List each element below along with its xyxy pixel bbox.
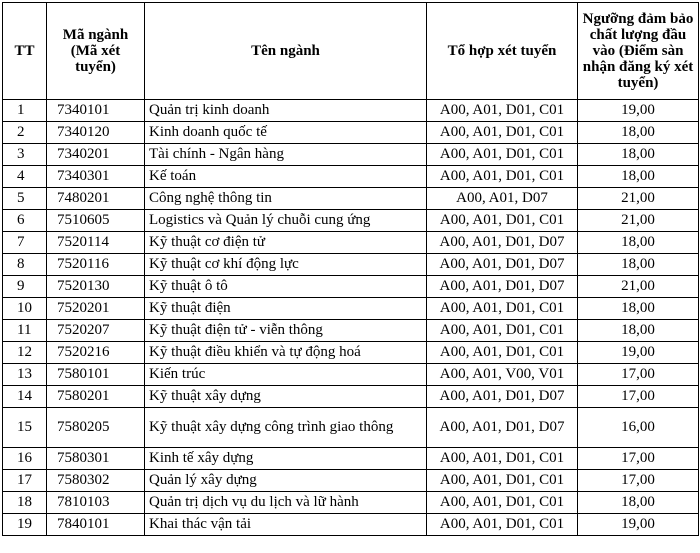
cell-score: 18,00 (578, 166, 699, 188)
cell-code: 7340201 (47, 144, 145, 166)
table-row (3, 364, 699, 386)
cell-name: Quản trị dịch vụ du lịch và lữ hành (145, 492, 427, 514)
cell-tt: 7 (3, 232, 47, 254)
cell-code: 7840101 (47, 514, 145, 536)
cell-tt: 2 (3, 122, 47, 144)
cell-score: 19,00 (578, 514, 699, 536)
table-row (3, 492, 699, 514)
cell-name: Tài chính - Ngân hàng (145, 144, 427, 166)
table-row (3, 342, 699, 364)
cell-combo: A00, A01, D01, C01 (427, 100, 578, 122)
cell-tt: 10 (3, 298, 47, 320)
cell-score: 19,00 (578, 342, 699, 364)
cell-name: Kinh doanh quốc tế (145, 122, 427, 144)
header-code: Mã ngành (Mã xét tuyển) (47, 3, 145, 100)
cell-code: 7580101 (47, 364, 145, 386)
cell-code: 7520216 (47, 342, 145, 364)
cell-score: 17,00 (578, 386, 699, 408)
cell-name: Kỹ thuật ô tô (145, 276, 427, 298)
cell-name: Kỹ thuật cơ khí động lực (145, 254, 427, 276)
cell-name: Kỹ thuật điện tử - viễn thông (145, 320, 427, 342)
table-row (3, 122, 699, 144)
cell-tt: 11 (3, 320, 47, 342)
cell-code: 7580302 (47, 470, 145, 492)
cell-combo: A00, A01, D01, C01 (427, 342, 578, 364)
cell-code: 7340301 (47, 166, 145, 188)
cell-name: Kỹ thuật xây dựng (145, 386, 427, 408)
cell-score: 17,00 (578, 448, 699, 470)
cell-code: 7340101 (47, 100, 145, 122)
cell-name: Khai thác vận tải (145, 514, 427, 536)
cell-code: 7520114 (47, 232, 145, 254)
table-row (3, 166, 699, 188)
cell-score: 18,00 (578, 254, 699, 276)
cell-tt: 12 (3, 342, 47, 364)
cell-name: Kỹ thuật điều khiển và tự động hoá (145, 342, 427, 364)
cell-code: 7520207 (47, 320, 145, 342)
header-combo: Tổ hợp xét tuyển (427, 3, 578, 100)
cell-tt: 9 (3, 276, 47, 298)
cell-score: 21,00 (578, 210, 699, 232)
table-row (3, 386, 699, 408)
table-row (3, 298, 699, 320)
cell-tt: 14 (3, 386, 47, 408)
cell-combo: A00, A01, D01, C01 (427, 514, 578, 536)
cell-combo: A00, A01, D01, C01 (427, 298, 578, 320)
table-row (3, 470, 699, 492)
table-row (3, 210, 699, 232)
cell-combo: A00, A01, D01, D07 (427, 254, 578, 276)
cell-name: Quản lý xây dựng (145, 470, 427, 492)
cell-code: 7520201 (47, 298, 145, 320)
cell-combo: A00, A01, D01, C01 (427, 166, 578, 188)
cell-tt: 18 (3, 492, 47, 514)
cell-combo: A00, A01, V00, V01 (427, 364, 578, 386)
cell-score: 18,00 (578, 320, 699, 342)
cell-name: Kế toán (145, 166, 427, 188)
admission-table (2, 2, 699, 536)
cell-combo: A00, A01, D01, C01 (427, 448, 578, 470)
cell-score: 18,00 (578, 144, 699, 166)
cell-code: 7340120 (47, 122, 145, 144)
cell-score: 18,00 (578, 492, 699, 514)
cell-tt: 16 (3, 448, 47, 470)
cell-tt: 1 (3, 100, 47, 122)
cell-tt: 15 (3, 408, 47, 448)
cell-tt: 19 (3, 514, 47, 536)
header-row (3, 3, 699, 100)
cell-combo: A00, A01, D01, C01 (427, 320, 578, 342)
header-tt: TT (3, 3, 47, 100)
cell-tt: 6 (3, 210, 47, 232)
cell-code: 7520130 (47, 276, 145, 298)
cell-combo: A00, A01, D01, D07 (427, 386, 578, 408)
cell-combo: A00, A01, D07 (427, 188, 578, 210)
cell-combo: A00, A01, D01, C01 (427, 144, 578, 166)
header-name: Tên ngành (145, 3, 427, 100)
header-score: Ngưỡng đảm bảo chất lượng đầu vào (Điểm sàn nhận đăng ký xét tuyển) (578, 3, 699, 100)
cell-score: 16,00 (578, 408, 699, 448)
table-row (3, 448, 699, 470)
cell-name: Kiến trúc (145, 364, 427, 386)
cell-name: Logistics và Quản lý chuỗi cung ứng (145, 210, 427, 232)
table-row (3, 232, 699, 254)
cell-name: Kỹ thuật cơ điện tử (145, 232, 427, 254)
cell-tt: 4 (3, 166, 47, 188)
table-row (3, 320, 699, 342)
cell-code: 7510605 (47, 210, 145, 232)
cell-score: 21,00 (578, 276, 699, 298)
cell-tt: 5 (3, 188, 47, 210)
cell-tt: 13 (3, 364, 47, 386)
table-row (3, 408, 699, 448)
cell-code: 7580201 (47, 386, 145, 408)
cell-code: 7580205 (47, 408, 145, 448)
cell-score: 18,00 (578, 232, 699, 254)
cell-combo: A00, A01, D01, C01 (427, 122, 578, 144)
cell-combo: A00, A01, D01, C01 (427, 470, 578, 492)
cell-score: 17,00 (578, 364, 699, 386)
cell-name: Kỹ thuật điện (145, 298, 427, 320)
table-row (3, 100, 699, 122)
cell-name: Kỹ thuật xây dựng công trình giao thông (145, 408, 427, 448)
cell-combo: A00, A01, D01, D07 (427, 232, 578, 254)
cell-tt: 17 (3, 470, 47, 492)
cell-code: 7580301 (47, 448, 145, 470)
table-row (3, 254, 699, 276)
cell-score: 18,00 (578, 122, 699, 144)
cell-combo: A00, A01, D01, C01 (427, 210, 578, 232)
cell-score: 21,00 (578, 188, 699, 210)
cell-code: 7810103 (47, 492, 145, 514)
cell-tt: 3 (3, 144, 47, 166)
cell-combo: A00, A01, D01, C01 (427, 492, 578, 514)
cell-combo: A00, A01, D01, D07 (427, 276, 578, 298)
cell-code: 7480201 (47, 188, 145, 210)
cell-score: 19,00 (578, 100, 699, 122)
cell-name: Công nghệ thông tin (145, 188, 427, 210)
cell-score: 17,00 (578, 470, 699, 492)
cell-score: 18,00 (578, 298, 699, 320)
table-row (3, 514, 699, 536)
table-row (3, 276, 699, 298)
cell-name: Quản trị kinh doanh (145, 100, 427, 122)
cell-combo: A00, A01, D01, D07 (427, 408, 578, 448)
cell-code: 7520116 (47, 254, 145, 276)
cell-tt: 8 (3, 254, 47, 276)
cell-name: Kinh tế xây dựng (145, 448, 427, 470)
table-row (3, 144, 699, 166)
table-row (3, 188, 699, 210)
